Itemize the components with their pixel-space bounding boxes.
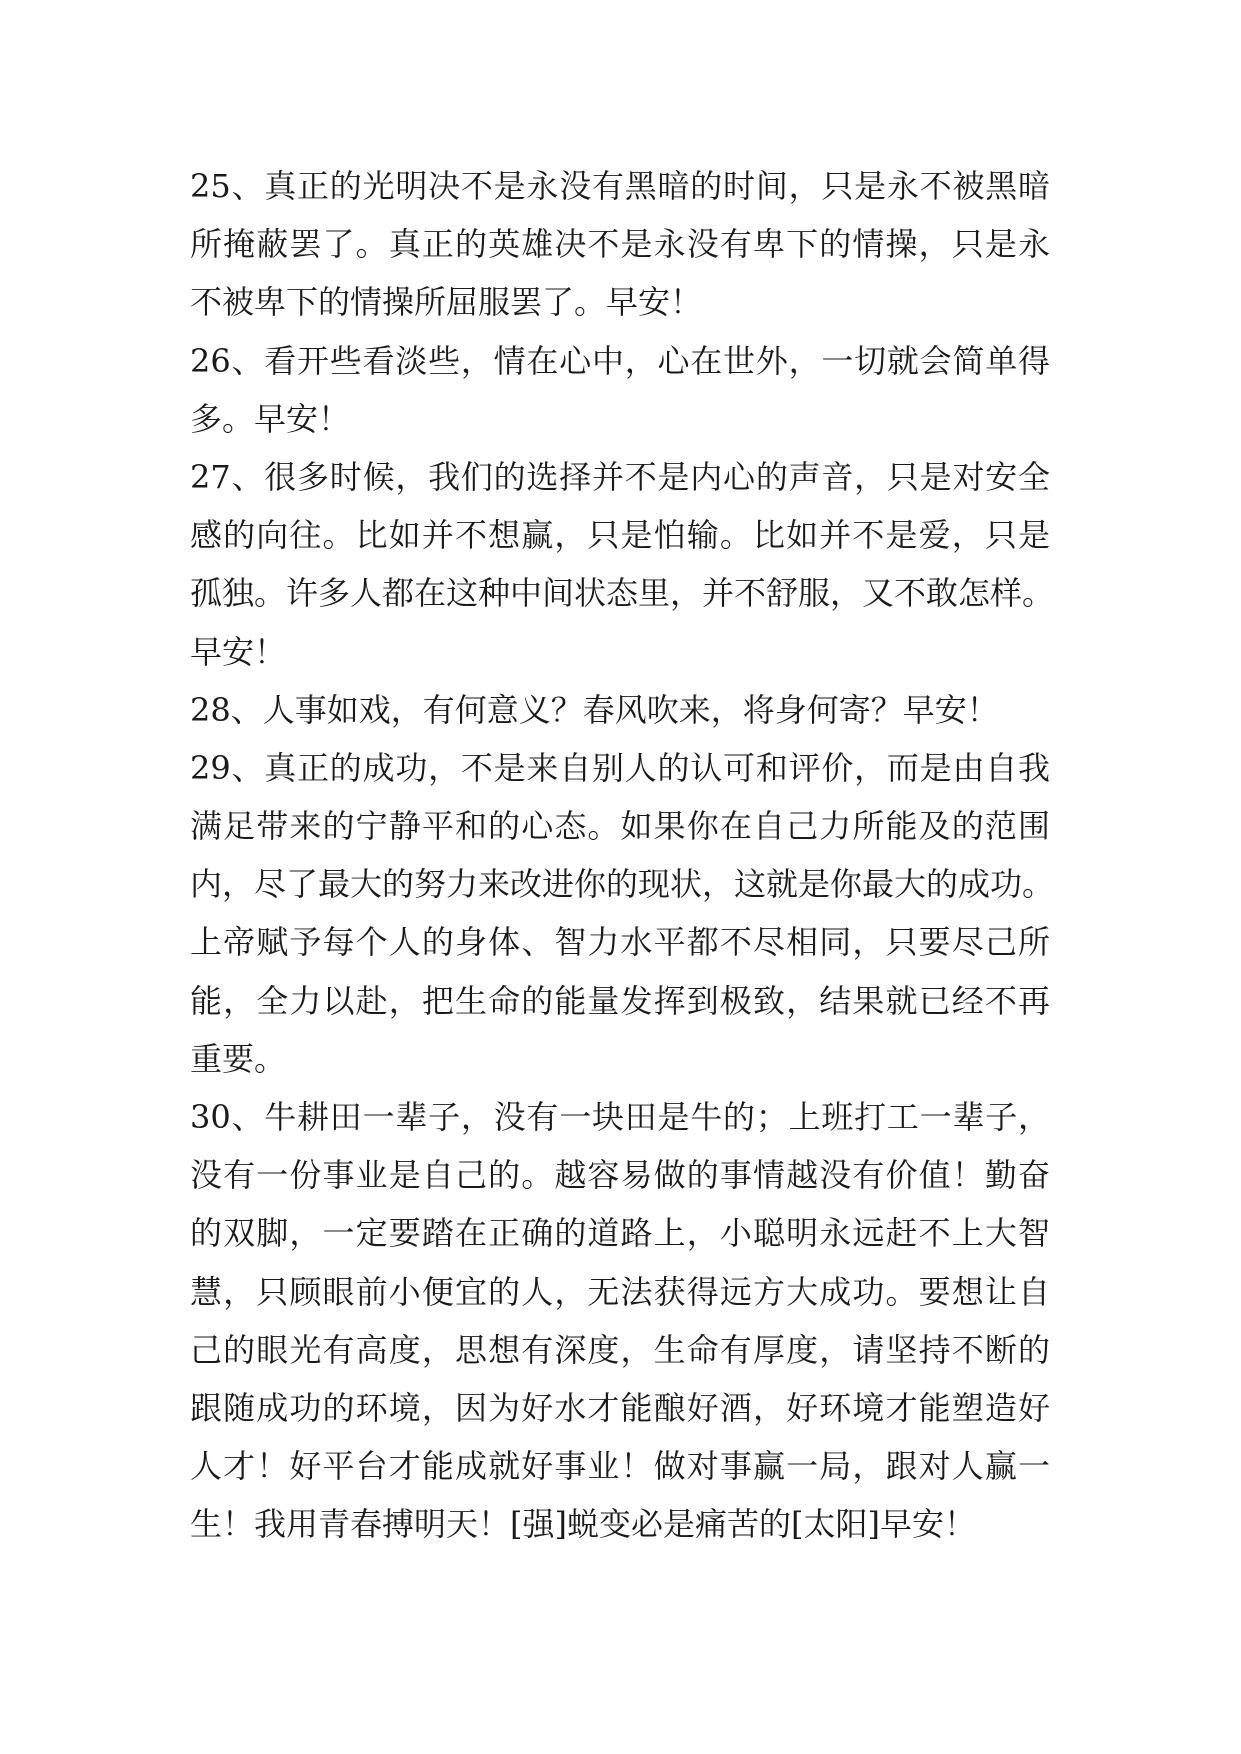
- paragraph-29: [190, 739, 1055, 1088]
- text-line: 能，全力以赴，把生命的能量发挥到极致，结果就已经不再: [190, 981, 1050, 1020]
- text-line: 27、很多时候，我们的选择并不是内心的声音，只是对安全: [190, 457, 1050, 496]
- text-line: 感的向往。比如并不想赢，只是怕输。比如并不是爱，只是: [190, 516, 1050, 555]
- paragraph-25: [190, 157, 1050, 332]
- text-line: 28、人事如戏，有何意义？春风吹来，将身何寄？早安！: [190, 690, 999, 729]
- text-line: 26、看开些看淡些，情在心中，心在世外，一切就会简单得: [190, 341, 1050, 380]
- paragraph-27: [190, 448, 1055, 681]
- text-line: 的双脚，一定要踏在正确的道路上，小聪明永远赶不上大智: [190, 1214, 1050, 1253]
- text-line: 满足带来的宁静平和的心态。如果你在自己力所能及的范围: [190, 807, 1050, 846]
- text-line: 己的眼光有高度，思想有深度，生命有厚度，请坚持不断的: [190, 1330, 1050, 1369]
- text-line: 慧，只顾眼前小便宜的人，无法获得远方大成功。要想让自: [190, 1272, 1050, 1311]
- text-line: 没有一份事业是自己的。越容易做的事情越没有价值！勤奋: [190, 1156, 1050, 1195]
- text-line: 所掩蔽罢了。真正的英雄决不是永没有卑下的情操，只是永: [190, 225, 1050, 264]
- text-line: 29、真正的成功，不是来自别人的认可和评价，而是由自我: [190, 748, 1050, 787]
- paragraph-28: [190, 681, 1050, 739]
- text-line: 不被卑下的情操所屈服罢了。早安！: [190, 283, 703, 322]
- text-line: 孤独。许多人都在这种中间状态里，并不舒服，又不敢怎样。: [190, 574, 1055, 613]
- paragraph-26: [190, 332, 1050, 448]
- document-body: [190, 157, 1055, 1554]
- text-line: 生！我用青春搏明天！[强]蜕变必是痛苦的[太阳]早安！: [190, 1505, 976, 1544]
- text-line: 25、真正的光明决不是永没有黑暗的时间，只是永不被黑暗: [190, 167, 1050, 205]
- text-line: 重要。: [190, 1039, 287, 1078]
- text-line: 30、牛耕田一辈子，没有一块田是牛的；上班打工一辈子，: [190, 1098, 1050, 1136]
- text-line: 内，尽了最大的努力来改进你的现状，这就是你最大的成功。: [190, 865, 1055, 904]
- text-line: 上帝赋予每个人的身体、智力水平都不尽相同，只要尽己所: [190, 923, 1050, 962]
- text-line: 多。早安！: [190, 399, 351, 438]
- text-line: 跟随成功的环境，因为好水才能酿好酒，好环境才能塑造好: [190, 1388, 1050, 1427]
- paragraph-30: [190, 1088, 1050, 1554]
- text-line: 人才！好平台才能成就好事业！做对事赢一局，跟对人赢一: [190, 1447, 1050, 1486]
- text-line: 早安！: [190, 632, 287, 671]
